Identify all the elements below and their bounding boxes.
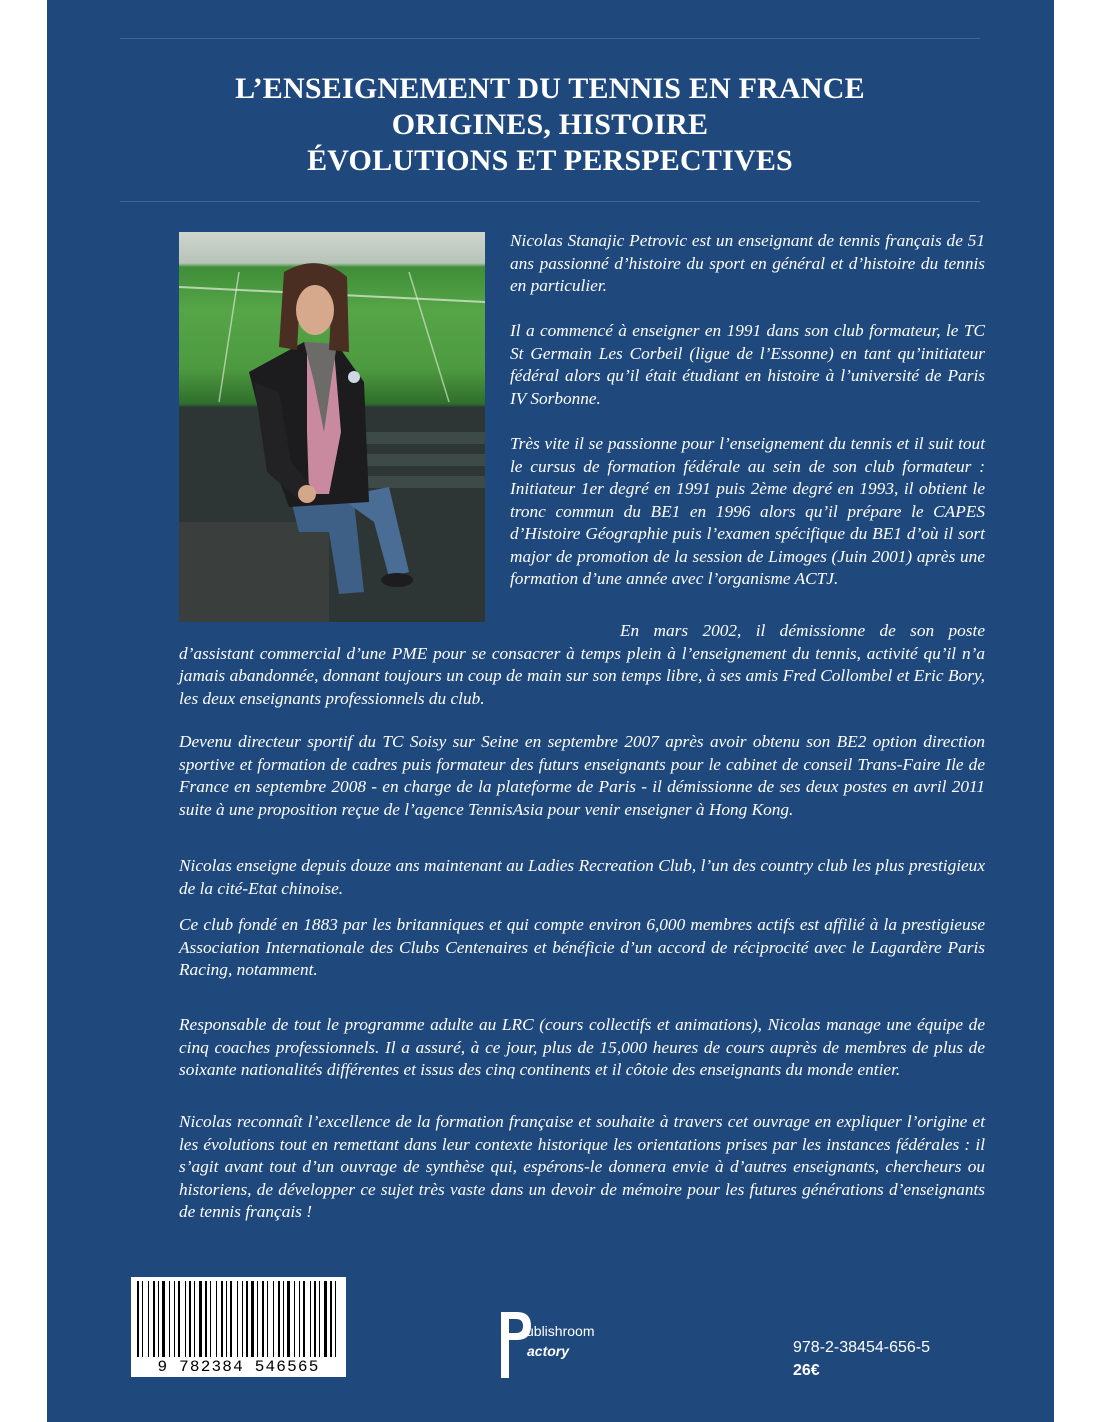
barcode-bar	[194, 1281, 195, 1357]
publisher-name-line-2: actory	[527, 1343, 570, 1359]
barcode-bar	[330, 1281, 332, 1357]
bio-paragraph-5: Devenu directeur sportif du TC Soisy sur Seine en septembre 2007 après avoir obtenu son BE2 option direction sportive et formation de cadres puis formateur des futurs enseignants pour le cabinet de conseil Trans-Faire Ile de France en septembre 2008 - en charge de la plateforme de Paris - il démissionne de ses deux postes en avril 2011 suite à une proposition reçue de l’agence TennisAsia pour venir enseigner à Hong Kong.	[179, 732, 985, 819]
bio-paragraph-7: Ce club fondé en 1883 par les britanniques et qui compte environ 6,000 membres actifs est affilié à la prestigieuse Association Internationale des Clubs Centenaires et bénéficie d’un accord de réciprocité avec le Lagardère Paris Racing, notamment.	[179, 915, 985, 979]
barcode-bar	[205, 1281, 207, 1357]
title-line-2: ORIGINES, HISTOIRE	[391, 108, 709, 141]
title-line-3: ÉVOLUTIONS ET PERSPECTIVES	[307, 144, 793, 177]
barcode-bar	[294, 1281, 295, 1357]
author-photo-illustration	[179, 232, 485, 622]
barcode-bar	[303, 1281, 305, 1357]
back-cover	[47, 0, 1054, 1422]
barcode-bar	[283, 1281, 284, 1357]
barcode-bar	[299, 1281, 300, 1357]
barcode-bar	[257, 1281, 258, 1357]
bio-paragraph-8: Responsable de tout le programme adulte au LRC (cours collectifs et animations), Nicolas manage une équipe de cinq coaches professionnels. Il a assuré, à ce jour, plus de 15,000 heures de cours auprès de membres de plus de soixante nationalités différentes et issus des cinq continents et il côtoie des enseignants du monde entier.	[179, 1015, 985, 1079]
barcode-bar	[237, 1281, 238, 1357]
barcode-bar	[153, 1281, 155, 1357]
barcode-bar	[221, 1281, 223, 1357]
barcode-bar	[242, 1281, 243, 1357]
barcode-bar	[189, 1281, 191, 1357]
barcode-bar	[267, 1281, 268, 1357]
barcode-bar	[162, 1281, 165, 1357]
barcode	[131, 1277, 346, 1377]
barcode-bar	[251, 1281, 254, 1357]
price: 26€	[793, 1362, 820, 1379]
barcode-bar	[226, 1281, 227, 1357]
isbn-block	[793, 1336, 930, 1382]
barcode-bar	[174, 1281, 175, 1357]
publisher-name-line-1: ublishroom	[526, 1323, 595, 1339]
barcode-bar	[319, 1281, 320, 1357]
barcode-bar	[230, 1281, 232, 1357]
title-block	[120, 38, 980, 202]
barcode-bar	[335, 1281, 336, 1357]
bio-paragraph-1: Nicolas Stanajic Petrovic est un enseignant de tennis français de 51 ans passionné d’histoire du sport en général et d’histoire du tennis en particulier.	[510, 231, 985, 295]
barcode-bar	[178, 1281, 180, 1357]
author-photo	[179, 232, 485, 622]
barcode-bar	[169, 1281, 170, 1357]
barcode-bar	[210, 1281, 211, 1357]
publisher-logo	[497, 1306, 657, 1386]
barcode-bar	[199, 1281, 202, 1357]
barcode-bar	[137, 1281, 139, 1357]
bio-paragraph-2: Il a commencé à enseigner en 1991 dans son club formateur, le TC St Germain Les Corbeil (ligue de l’Essonne) en tant qu’initiateur fédéral alors qu’il était étudiant en histoire à l’université de Paris IV Sorbonne.	[510, 321, 985, 408]
barcode-bar	[324, 1281, 327, 1357]
barcode-bar	[310, 1281, 311, 1357]
barcode-bar	[142, 1281, 143, 1357]
bio-paragraph-9: Nicolas reconnaît l’excellence de la formation française et souhaite à travers cet ouvrage en expliquer l’origine et les évolutions tout en remettant dans leur contexte historique les orientations prises par les instances fédérales : il s’agit avant tout d’un ouvrage de synthèse qui, espérons-le donnera envie à d’autres enseignants, chercheurs ou historiens, de développer ce sujet très vaste dans un devoir de mémoire pour les futures générations d’enseignants de tennis français !	[179, 1112, 985, 1221]
title-line-1: L’ENSEIGNEMENT DU TENNIS EN FRANCE	[235, 72, 865, 105]
barcode-bar	[185, 1281, 186, 1357]
barcode-bar	[287, 1281, 290, 1357]
barcode-bar	[314, 1281, 316, 1357]
barcode-bar	[278, 1281, 280, 1357]
barcode-digits: 9 782384 546565	[131, 1357, 346, 1377]
barcode-bar	[148, 1281, 149, 1357]
barcode-bar	[216, 1281, 217, 1357]
barcode-bar	[262, 1281, 264, 1357]
bio-paragraph-3: Très vite il se passionne pour l’enseignement du tennis et il suit tout le cursus de formation fédérale au sein de son club formateur : Initiateur 1er degré en 1991 puis 2ème degré en 1993, il obtient le tronc commun du BE1 en 1996 alors qu’il prépare le CAPES d’Histoire Géographie puis l’examen spécifique du BE1 d’où il sort major de promotion de la session de Limoges (Juin 2001) après une formation d’une année avec l’organisme ACTJ.	[510, 434, 985, 588]
barcode-bar	[273, 1281, 274, 1357]
barcode-bar	[246, 1281, 248, 1357]
bio-paragraph-6: Nicolas enseigne depuis douze ans maintenant au Ladies Recreation Club, l’un des country club les plus prestigieux de la cité-Etat chinoise.	[179, 856, 985, 898]
barcode-bar	[158, 1281, 159, 1357]
isbn-number: 978-2-38454-656-5	[793, 1339, 930, 1356]
barcode-bars	[131, 1277, 346, 1359]
bio-paragraph-4: En mars 2002, il démissionne de son poste d’assistant commercial d’une PME pour se consacrer à temps plein à l’enseignement du tennis, activité qu’il n’a jamais abandonnée, donnant toujours un coup de main sur son temps libre, à ses amis Fred Collombel et Eric Bory, les deux enseignants professionnels du club.	[179, 621, 985, 708]
